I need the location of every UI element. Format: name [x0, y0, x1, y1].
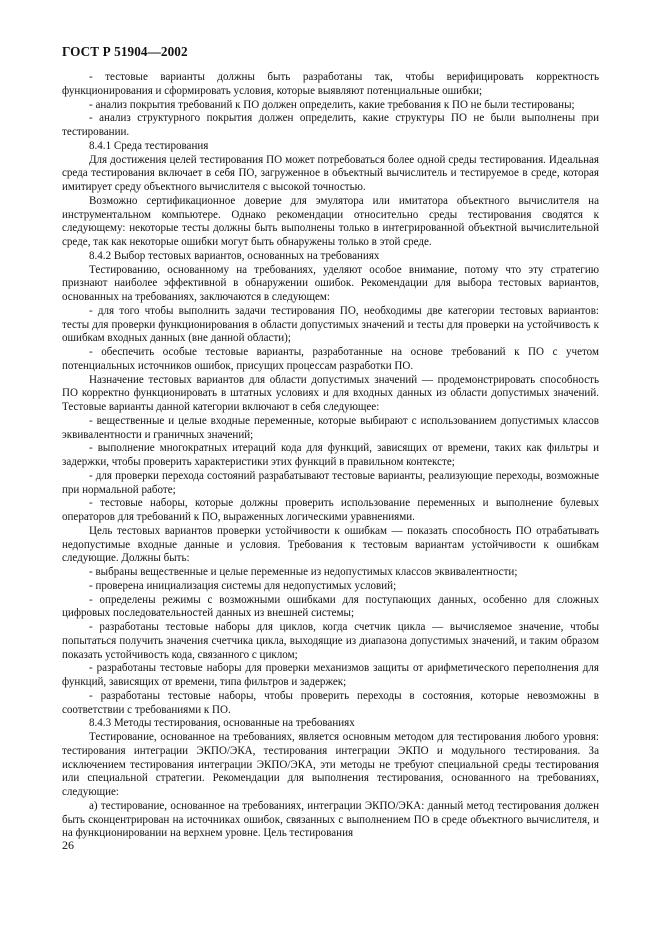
list-item: - анализ структурного покрытия должен определить, какие структуры ПО не были выполнены при тестировании. — [62, 112, 599, 138]
list-item: а) тестирование, основанное на требованиях, интеграции ЭКПО/ЭКА: данный метод тестирования должен быть сконцентрирован на источниках ошибок, связанных с выполнением ПО в среде объектного вычислителя, и на функционировании на верхнем уровне. Цель тестирования — [62, 799, 599, 840]
list-item: - тестовые наборы, которые должны проверить использование переменных и выполнение булевых операторов для требований к ПО, выраженных логическими уравнениями. — [62, 497, 599, 523]
paragraph: Цель тестовых вариантов проверки устойчивости к ошибкам — показать способность ПО отрабатывать недопустимые входные данные и условия. Требования к тестовым вариантам устойчивости к ошибкам следующие. Должны быть: — [62, 524, 599, 565]
document-body — [62, 71, 599, 841]
list-item: - выполнение многократных итераций кода для функций, зависящих от времени, таких как фильтры и задержки, чтобы проверить характеристики этих функций в правильном контексте; — [62, 442, 599, 468]
paragraph: Назначение тестовых вариантов для области допустимых значений — продемонстрировать способность ПО корректно функционировать в штатных условиях и для входных данных из области допустимых значений. Тестовые варианты данной категории включают в себя следующее: — [62, 373, 599, 413]
list-item: - тестовые варианты должны быть разработаны так, чтобы верифицировать корректность функционирования и сформировать условия, которые выявляют потенциальные ошибки; — [62, 71, 599, 97]
list-item: - выбраны вещественные и целые переменные из недопустимых классов эквивалентности; — [89, 566, 518, 578]
list-item: - вещественные и целые входные переменные, которые выбирают с использованием допустимых классов эквивалентности и граничных значений; — [62, 414, 599, 441]
list-item: - для проверки перехода состояний разрабатывают тестовые варианты, реализующие переходы, возможные при нормальной работе; — [62, 469, 599, 496]
paragraph: Для достижения целей тестирования ПО может потребоваться более одной среды тестирования. Идеальная среда тестирования включает в себя ПО, загруженное в объектный вычислитель и тестируемое в среде, которая имитирует среду объектного вычислителя с высокой точностью. — [62, 153, 599, 193]
page-number: 26 — [62, 838, 74, 852]
section-heading: 8.4.2 Выбор тестовых вариантов, основанных на требованиях — [89, 249, 380, 262]
paragraph: Тестированию, основанному на требованиях, уделяют особое внимание, потому что эту стратегию признают наиболее эффективной в обнаружении ошибок. Рекомендации для выбора тестовых вариантов, основанных на требованиях, заключаются в следующем: — [62, 263, 599, 303]
paragraph: Возможно сертификационное доверие для эмулятора или имитатора объектного вычислителя на инструментальном компьютере. Однако рекомендации относительно среды тестирования сводятся к следующему: некоторые тесты должны быть выполнены только в интегрированной объектной вычислительной среде, так как некоторые ошибки могут быть обнаружены только в этой среде. — [62, 194, 599, 248]
section-heading: 8.4.3 Методы тестирования, основанные на требованиях — [89, 717, 355, 730]
list-item: - разработаны тестовые наборы для проверки механизмов защиты от арифметического переполнения для функций, зависящих от времени, типа фильтров и задержек; — [62, 662, 599, 688]
list-item: - определены режимы с возможными ошибками для поступающих данных, особенно для сложных цифровых последовательностей данных из внешней системы; — [62, 593, 599, 620]
list-item: - проверена инициализация системы для недопустимых условий; — [89, 579, 397, 592]
document-header: ГОСТ Р 51904—2002 — [62, 44, 188, 59]
list-item: - анализ покрытия требований к ПО должен определить, какие требования к ПО не были тестированы; — [89, 98, 575, 111]
list-item: - разработаны тестовые наборы для циклов, когда счетчик цикла — вычисляемое значение, чтобы попытаться получить значения счетчика цикла, выходящие из диапазона допустимых значений, и таким образом показать устойчивость кода, связанного с циклом; — [62, 621, 599, 661]
paragraph: Тестирование, основанное на требованиях, является основным методом для тестирования любого уровня: тестирования интеграции ЭКПО/ЭКА, тестирования интеграции ЭКПО и модульного тестирования. За исключением тестирования интеграции ЭКПО/ЭКА, эти методы не требуют специальной среды тестирования или специальной стратегии. Рекомендации для выполнения тестирования, основанного на требованиях, следующие: — [62, 731, 599, 798]
list-item: - разработаны тестовые наборы, чтобы проверить переходы в состояния, которые невозможны в соответствии с требованиями к ПО. — [62, 689, 599, 716]
list-item: - обеспечить особые тестовые варианты, разработанные на основе требований к ПО с учетом потенциальных источников ошибок, присущих процессам разработки ПО. — [62, 346, 599, 372]
list-item: - для того чтобы выполнить задачи тестирования ПО, необходимы две категории тестовых вариантов: тесты для проверки функционирования в области допустимых значений и тесты для проверки на устойчивость к ошибкам входных данных (вне данной области); — [62, 304, 599, 345]
section-heading: 8.4.1 Среда тестирования — [89, 139, 209, 152]
